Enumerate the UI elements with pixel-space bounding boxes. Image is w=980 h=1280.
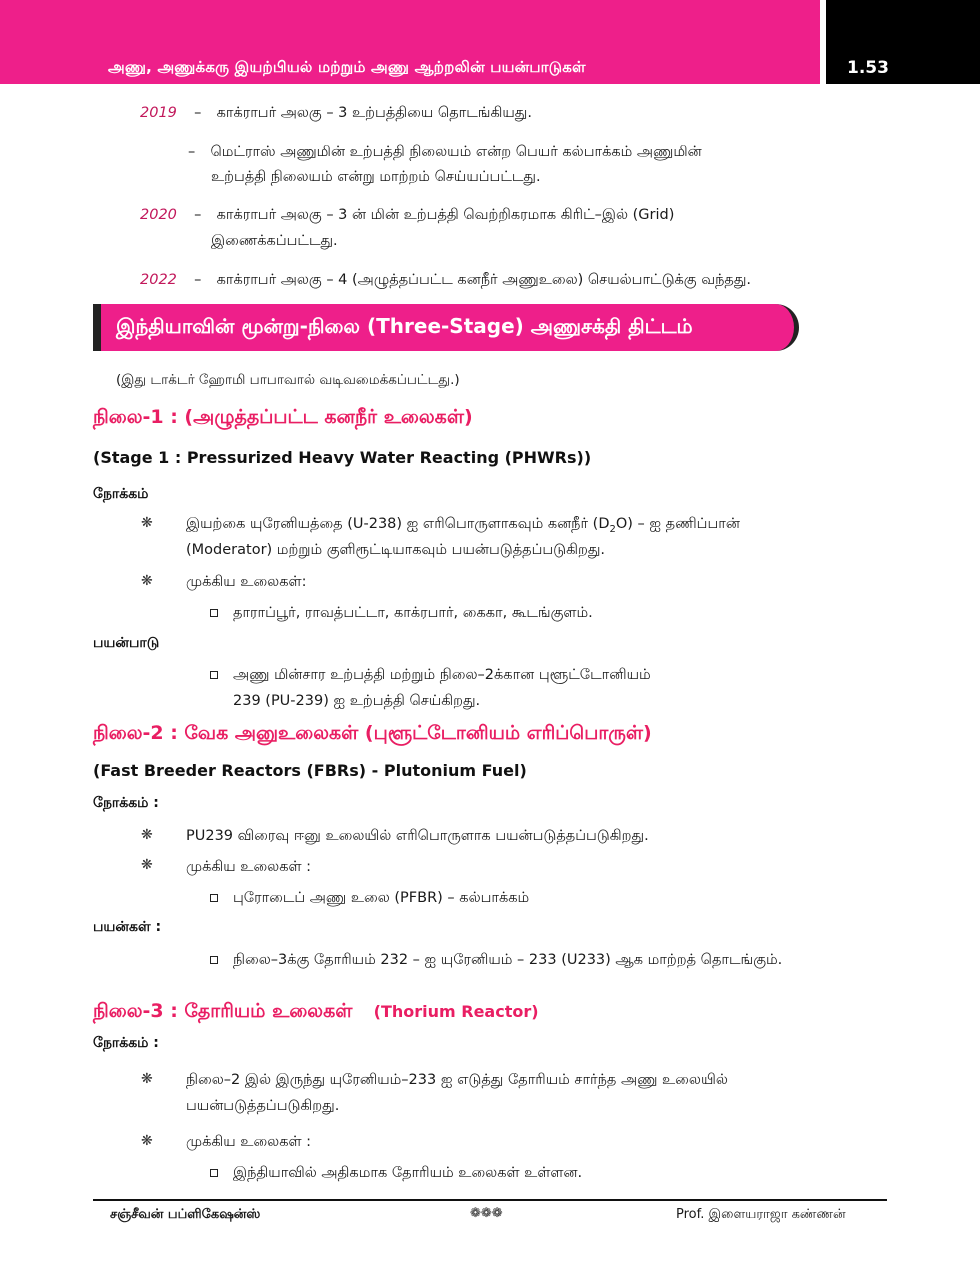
dash: – xyxy=(194,272,202,288)
footer-rule xyxy=(93,1199,887,1201)
stage2-main-reactors-label: முக்கிய உலைகள் : xyxy=(186,859,312,875)
timeline-text: காக்ராபர் அலகு – 4 (அழுத்தப்பட்ட கனநீர் அணுஉலை) செயல்பாட்டுக்கு வந்தது. xyxy=(216,272,752,288)
square-bullet-icon xyxy=(210,609,218,617)
dash: – xyxy=(194,207,202,223)
stage1-subtitle: (Stage 1 : Pressurized Heavy Water Reacting (PHWRs)) xyxy=(93,448,592,467)
stage3-main-reactors-label: முக்கிய உலைகள் : xyxy=(186,1134,312,1150)
aim-text: O) – ஐ தணிப்பான் xyxy=(615,516,740,532)
stage3-main-reactors: இந்தியாவில் அதிகமாக தோரியம் உலைகள் உள்ளன. xyxy=(233,1165,583,1181)
dash: – xyxy=(194,105,202,121)
timeline-madras xyxy=(188,142,702,162)
stage1-aim-line1 xyxy=(186,514,740,540)
year-2020: 2020 xyxy=(140,207,177,223)
stage1-use-line1: அணு மின்சார உற்பத்தி மற்றும் நிலை–2க்கான புளூட்டோனியம் xyxy=(233,667,651,683)
flower-bullet-icon: ❋ xyxy=(141,827,153,843)
flower-bullet-icon: ❋ xyxy=(141,857,153,873)
stage3-title-ta: நிலை-3 : தோரியம் உலைகள் xyxy=(93,1000,353,1022)
year-2022: 2022 xyxy=(140,272,177,288)
timeline-text: மெட்ராஸ் அணுமின் உற்பத்தி நிலையம் என்ற பெயர் கல்பாக்கம் அணுமின் xyxy=(210,144,702,160)
timeline-2020 xyxy=(140,205,674,225)
square-bullet-icon xyxy=(210,894,218,902)
timeline-2022 xyxy=(140,270,751,290)
flower-bullet-icon: ❋ xyxy=(141,1133,153,1149)
dash: – xyxy=(188,144,196,160)
aim-text: இயற்கை யுரேனியத்தை (U-238) ஐ எரிபொருளாகவும் கனநீர் (D xyxy=(186,516,610,532)
subscript: 2 xyxy=(609,523,616,535)
stage3-title-en: (Thorium Reactor) xyxy=(373,1002,539,1021)
section-note: (இது டாக்டர் ஹோமி பாபாவால் வடிவமைக்கப்பட்டது.) xyxy=(116,372,460,388)
stage2-main-reactors: புரோடைப் அணு உலை (PFBR) – கல்பாக்கம் xyxy=(233,890,530,906)
flower-bullet-icon: ❋ xyxy=(141,1071,153,1087)
stage2-title: நிலை-2 : வேக அனுஉலைகள் (புளூட்டோனியம் எரிப்பொருள்) xyxy=(93,722,652,744)
square-bullet-icon xyxy=(210,671,218,679)
stage2-subtitle: (Fast Breeder Reactors (FBRs) - Plutonium Fuel) xyxy=(93,761,527,780)
flower-bullet-icon: ❋ xyxy=(141,573,153,589)
page-number: 1.53 xyxy=(847,58,889,78)
section-title: இந்தியாவின் மூன்று-நிலை (Three-Stage) அணுசக்தி திட்டம் xyxy=(116,314,693,338)
chapter-title: அணு, அணுக்கரு இயற்பியல் மற்றும் அணு ஆற்றலின் பயன்பாடுகள் xyxy=(108,58,586,76)
square-bullet-icon xyxy=(210,956,218,964)
stage1-use-line2: 239 (PU-239) ஐ உற்பத்தி செய்கிறது. xyxy=(233,693,481,709)
timeline-2019 xyxy=(140,103,532,123)
square-bullet-icon xyxy=(210,1169,218,1177)
stage1-aim-label: நோக்கம் xyxy=(93,486,149,502)
stage2-use-label: பயன்கள் : xyxy=(93,919,162,935)
stage2-aim-label: நோக்கம் : xyxy=(93,795,159,811)
timeline-madras-line2: உற்பத்தி நிலையம் என்று மாற்றம் செய்யப்பட்டது. xyxy=(211,169,541,185)
stage1-aim-line2: (Moderator) மற்றும் குளிரூட்டியாகவும் பயன்படுத்தப்படுகிறது. xyxy=(186,542,606,558)
footer-author: Prof. இளையராஜா கண்ணன் xyxy=(676,1207,846,1222)
stage3-aim-line2: பயன்படுத்தப்படுகிறது. xyxy=(186,1098,340,1114)
timeline-2020-line2: இணைக்கப்பட்டது. xyxy=(211,233,338,249)
banner-edge xyxy=(93,304,101,351)
stage3-aim-label: நோக்கம் : xyxy=(93,1035,159,1051)
stage1-main-reactors: தாராப்பூர், ராவத்பட்டா, காக்ரபார், கைகா, கூடங்குளம். xyxy=(233,605,593,621)
footer-publisher: சஞ்சீவன் பப்ளிகேஷன்ஸ் xyxy=(110,1207,261,1222)
stage1-main-reactors-label: முக்கிய உலைகள்: xyxy=(186,574,307,590)
year-2019: 2019 xyxy=(140,105,177,121)
footer-ornament-icon: ❁❁❁ xyxy=(470,1206,503,1221)
timeline-text: காக்ராபர் அலகு – 3 ன் மின் உற்பத்தி வெற்றிகரமாக கிரிட்–இல் (Grid) xyxy=(216,207,675,223)
stage2-aim: PU239 விரைவு ஈனு உலையில் எரிபொருளாக பயன்படுத்தப்படுகிறது. xyxy=(186,828,649,844)
timeline-text: காக்ராபர் அலகு – 3 உற்பத்தியை தொடங்கியது. xyxy=(216,105,532,121)
stage3-aim-line1: நிலை–2 இல் இருந்து யுரேனியம்–233 ஐ எடுத்து தோரியம் சார்ந்த அணு உலையில் xyxy=(186,1072,728,1088)
stage2-use: நிலை–3க்கு தோரியம் 232 – ஐ யுரேனியம் – 233 (U233) ஆக மாற்றத் தொடங்கும். xyxy=(233,952,783,968)
stage1-use-label: பயன்பாடு xyxy=(93,635,160,651)
stage1-title: நிலை-1 : (அழுத்தப்பட்ட கனநீர் உலைகள்) xyxy=(93,406,473,428)
flower-bullet-icon: ❋ xyxy=(141,515,153,531)
stage3-title xyxy=(93,1000,539,1025)
